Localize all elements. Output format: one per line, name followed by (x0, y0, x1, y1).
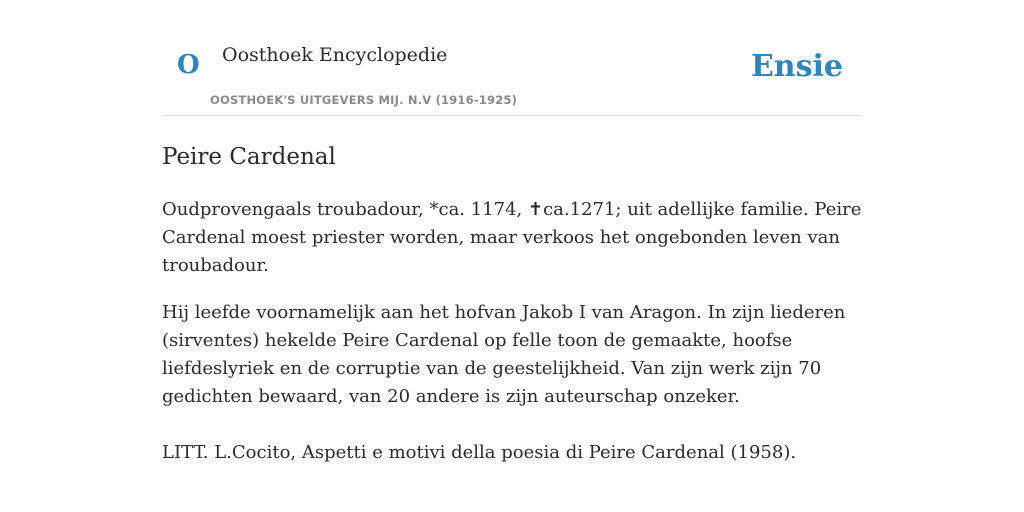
article-title: Peire Cardenal (162, 144, 336, 170)
article-paragraph: Oudprovengaals troubadour, *ca. 1174, ✝ca.1271; uit adellijke familie. Peire Cardenal moest priester worden, maar verkoos het ongebonden leven van troubadour. (162, 199, 862, 276)
page-container (162, 0, 862, 467)
literature-reference: LITT. L.Cocito, Aspetti e motivi della poesia di Peire Cardenal (1958). (162, 442, 797, 463)
article-paragraph: Hij leefde voornamelijk aan het hofvan Jakob I van Aragon. In zijn liederen (sirventes) hekelde Peire Cardenal op felle toon de gemaakte, hoofse liefdeslyriek en de corruptie van de geestelijkheid. Van zijn werk zijn 70 gedichten bewaard, van 20 andere is zijn auteurschap onzeker. (162, 302, 846, 407)
site-header (162, 0, 862, 116)
ensie-logo[interactable]: Ensie (750, 49, 843, 84)
oosthoek-logo[interactable]: O (177, 50, 200, 80)
publisher-subtitle: OOSTHOEK'S UITGEVERS MIJ. N.V (1916-1925) (210, 93, 518, 107)
site-title[interactable]: Oosthoek Encyclopedie (222, 44, 448, 66)
